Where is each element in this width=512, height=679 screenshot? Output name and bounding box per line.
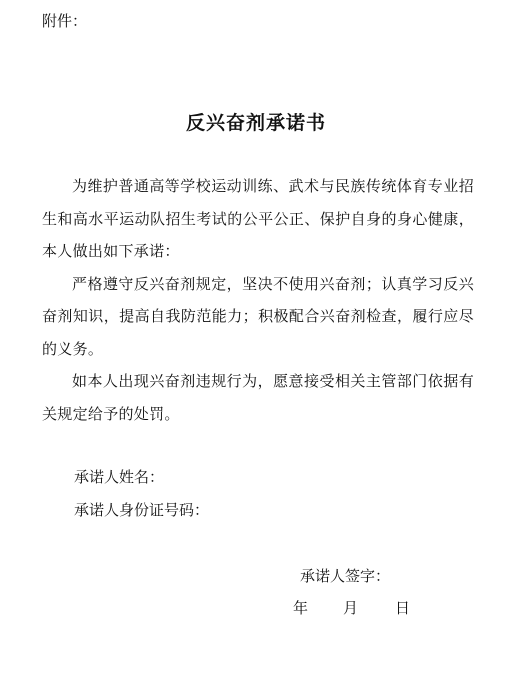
paragraph-commitment: 严格遵守反兴奋剂规定，坚决不使用兴奋剂；认真学习反兴奋剂知识，提高自我防范能力；积极配合兴奋剂检查，履行应尽的义务。 bbox=[42, 274, 474, 358]
date-year: 年 bbox=[293, 599, 309, 617]
date-month: 月 bbox=[343, 599, 359, 617]
paragraph-penalty: 如本人出现兴奋剂违规行为，愿意接受相关主管部门依据有关规定给予的处罚。 bbox=[42, 372, 474, 423]
promisor-name-field: 承诺人姓名： bbox=[74, 468, 165, 486]
document-title: 反兴奋剂承诺书 bbox=[185, 112, 326, 134]
date-day: 日 bbox=[395, 599, 411, 617]
signature-field: 承诺人签字： bbox=[300, 567, 391, 585]
promisor-id-field: 承诺人身份证号码： bbox=[74, 501, 210, 519]
attachment-label: 附件： bbox=[42, 12, 88, 30]
paragraph-purpose: 为维护普通高等学校运动训练、武术与民族传统体育专业招生和高水平运动队招生考试的公平公正、保护自身的身心健康，本人做出如下承诺： bbox=[42, 177, 474, 260]
document-body bbox=[42, 170, 474, 430]
